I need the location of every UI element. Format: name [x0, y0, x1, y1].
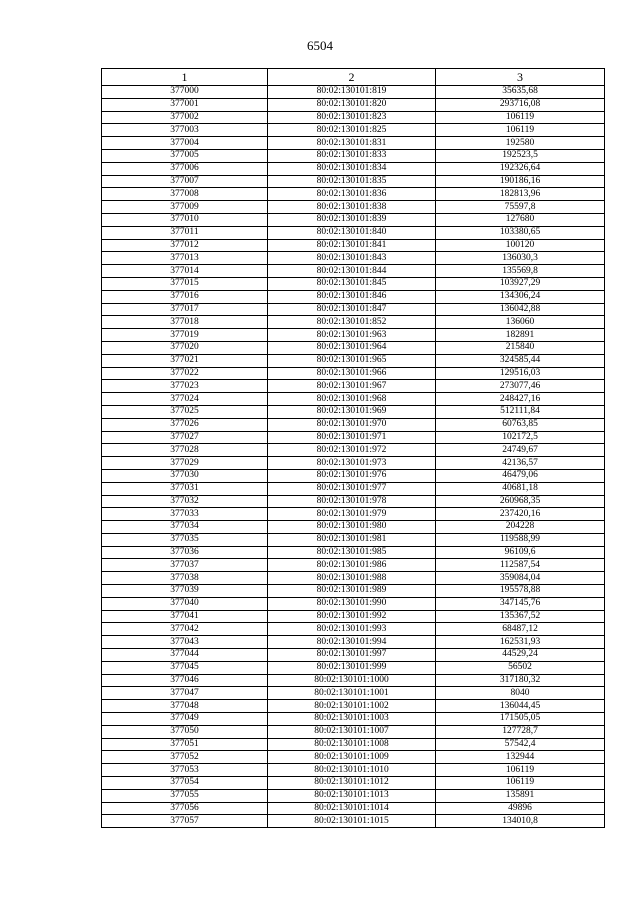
table-row [102, 316, 605, 329]
table-row [102, 137, 605, 150]
row-id-cell: 377040 [102, 597, 268, 610]
value-cell: 136044,45 [436, 700, 605, 713]
cadastral-number-cell: 80:02:130101:819 [268, 86, 436, 99]
cadastral-number-cell: 80:02:130101:1013 [268, 789, 436, 802]
cadastral-number-cell: 80:02:130101:970 [268, 418, 436, 431]
cadastral-number-cell: 80:02:130101:1003 [268, 713, 436, 726]
row-id-cell: 377026 [102, 418, 268, 431]
cadastral-number-cell: 80:02:130101:834 [268, 162, 436, 175]
value-cell: 237420,16 [436, 508, 605, 521]
value-cell: 134306,24 [436, 290, 605, 303]
cadastral-number-cell: 80:02:130101:836 [268, 188, 436, 201]
table-row [102, 597, 605, 610]
row-id-cell: 377035 [102, 533, 268, 546]
value-cell: 192580 [436, 137, 605, 150]
value-cell: 135891 [436, 789, 605, 802]
value-cell: 317180,32 [436, 674, 605, 687]
value-cell: 136042,88 [436, 303, 605, 316]
table-row [102, 725, 605, 738]
table-row [102, 86, 605, 99]
value-cell: 190186,16 [436, 175, 605, 188]
table-row [102, 188, 605, 201]
cadastral-number-cell: 80:02:130101:978 [268, 495, 436, 508]
value-cell: 56502 [436, 661, 605, 674]
row-id-cell: 377013 [102, 252, 268, 265]
cadastral-number-cell: 80:02:130101:969 [268, 405, 436, 418]
value-cell: 132944 [436, 751, 605, 764]
table-row [102, 469, 605, 482]
row-id-cell: 377045 [102, 661, 268, 674]
cadastral-number-cell: 80:02:130101:989 [268, 585, 436, 598]
cadastral-number-cell: 80:02:130101:973 [268, 457, 436, 470]
cadastral-number-cell: 80:02:130101:980 [268, 521, 436, 534]
row-id-cell: 377020 [102, 341, 268, 354]
cadastral-number-cell: 80:02:130101:966 [268, 367, 436, 380]
value-cell: 103380,65 [436, 226, 605, 239]
table-body [102, 86, 605, 828]
table-row [102, 815, 605, 828]
row-id-cell: 377019 [102, 329, 268, 342]
cadastral-number-cell: 80:02:130101:1015 [268, 815, 436, 828]
value-cell: 359084,04 [436, 572, 605, 585]
value-cell: 46479,06 [436, 469, 605, 482]
row-id-cell: 377054 [102, 777, 268, 790]
row-id-cell: 377042 [102, 623, 268, 636]
table-row [102, 418, 605, 431]
value-cell: 134010,8 [436, 815, 605, 828]
table-row [102, 572, 605, 585]
cadastral-number-cell: 80:02:130101:999 [268, 661, 436, 674]
row-id-cell: 377010 [102, 213, 268, 226]
table-row [102, 380, 605, 393]
cadastral-number-cell: 80:02:130101:838 [268, 201, 436, 214]
row-id-cell: 377018 [102, 316, 268, 329]
cadastral-number-cell: 80:02:130101:1009 [268, 751, 436, 764]
value-cell: 106119 [436, 124, 605, 137]
value-cell: 248427,16 [436, 393, 605, 406]
row-id-cell: 377047 [102, 687, 268, 700]
cadastral-number-cell: 80:02:130101:847 [268, 303, 436, 316]
value-cell: 171505,05 [436, 713, 605, 726]
table-row [102, 482, 605, 495]
value-cell: 106119 [436, 764, 605, 777]
cadastral-number-cell: 80:02:130101:840 [268, 226, 436, 239]
row-id-cell: 377027 [102, 431, 268, 444]
table-row [102, 661, 605, 674]
cadastral-number-cell: 80:02:130101:981 [268, 533, 436, 546]
value-cell: 106119 [436, 111, 605, 124]
value-cell: 129516,03 [436, 367, 605, 380]
row-id-cell: 377033 [102, 508, 268, 521]
table-row [102, 201, 605, 214]
row-id-cell: 377012 [102, 239, 268, 252]
table-row [102, 700, 605, 713]
row-id-cell: 377015 [102, 277, 268, 290]
row-id-cell: 377016 [102, 290, 268, 303]
cadastral-number-cell: 80:02:130101:993 [268, 623, 436, 636]
table-row [102, 457, 605, 470]
table-row [102, 162, 605, 175]
table-row [102, 277, 605, 290]
column-header: 3 [436, 69, 605, 86]
row-id-cell: 377025 [102, 405, 268, 418]
value-cell: 135367,52 [436, 610, 605, 623]
cadastral-number-cell: 80:02:130101:825 [268, 124, 436, 137]
table-row [102, 329, 605, 342]
row-id-cell: 377008 [102, 188, 268, 201]
cadastral-number-cell: 80:02:130101:988 [268, 572, 436, 585]
value-cell: 35635,68 [436, 86, 605, 99]
row-id-cell: 377044 [102, 649, 268, 662]
cadastral-number-cell: 80:02:130101:986 [268, 559, 436, 572]
cadastral-number-cell: 80:02:130101:841 [268, 239, 436, 252]
column-header: 2 [268, 69, 436, 86]
table-row [102, 713, 605, 726]
table-row [102, 265, 605, 278]
value-cell: 182891 [436, 329, 605, 342]
cadastral-number-cell: 80:02:130101:1002 [268, 700, 436, 713]
value-cell: 136060 [436, 316, 605, 329]
table-row [102, 559, 605, 572]
value-cell: 195578,88 [436, 585, 605, 598]
table-row [102, 585, 605, 598]
row-id-cell: 377034 [102, 521, 268, 534]
table-row [102, 213, 605, 226]
cadastral-number-cell: 80:02:130101:1014 [268, 802, 436, 815]
table-row [102, 252, 605, 265]
cadastral-number-cell: 80:02:130101:994 [268, 636, 436, 649]
row-id-cell: 377004 [102, 137, 268, 150]
value-cell: 293716,08 [436, 98, 605, 111]
cadastral-number-cell: 80:02:130101:1007 [268, 725, 436, 738]
table-row [102, 226, 605, 239]
row-id-cell: 377002 [102, 111, 268, 124]
cadastral-number-cell: 80:02:130101:965 [268, 354, 436, 367]
table-row [102, 405, 605, 418]
cadastral-number-cell: 80:02:130101:1000 [268, 674, 436, 687]
table-row [102, 777, 605, 790]
cadastral-number-cell: 80:02:130101:846 [268, 290, 436, 303]
row-id-cell: 377048 [102, 700, 268, 713]
row-id-cell: 377041 [102, 610, 268, 623]
cadastral-number-cell: 80:02:130101:977 [268, 482, 436, 495]
data-table [101, 68, 605, 828]
cadastral-number-cell: 80:02:130101:992 [268, 610, 436, 623]
value-cell: 57542,4 [436, 738, 605, 751]
cadastral-number-cell: 80:02:130101:839 [268, 213, 436, 226]
cadastral-number-cell: 80:02:130101:963 [268, 329, 436, 342]
cadastral-number-cell: 80:02:130101:1008 [268, 738, 436, 751]
table-row [102, 674, 605, 687]
cadastral-number-cell: 80:02:130101:823 [268, 111, 436, 124]
table-row [102, 687, 605, 700]
cadastral-number-cell: 80:02:130101:1012 [268, 777, 436, 790]
row-id-cell: 377053 [102, 764, 268, 777]
cadastral-number-cell: 80:02:130101:967 [268, 380, 436, 393]
value-cell: 100120 [436, 239, 605, 252]
table-row [102, 623, 605, 636]
row-id-cell: 377000 [102, 86, 268, 99]
value-cell: 42136,57 [436, 457, 605, 470]
row-id-cell: 377046 [102, 674, 268, 687]
table-row [102, 367, 605, 380]
value-cell: 127680 [436, 213, 605, 226]
row-id-cell: 377029 [102, 457, 268, 470]
table-row [102, 508, 605, 521]
table-row [102, 98, 605, 111]
value-cell: 96109,6 [436, 546, 605, 559]
cadastral-number-cell: 80:02:130101:843 [268, 252, 436, 265]
row-id-cell: 377031 [102, 482, 268, 495]
row-id-cell: 377039 [102, 585, 268, 598]
row-id-cell: 377014 [102, 265, 268, 278]
table-row [102, 341, 605, 354]
value-cell: 324585,44 [436, 354, 605, 367]
table-row [102, 124, 605, 137]
value-cell: 60763,85 [436, 418, 605, 431]
row-id-cell: 377049 [102, 713, 268, 726]
table-row [102, 738, 605, 751]
row-id-cell: 377006 [102, 162, 268, 175]
row-id-cell: 377023 [102, 380, 268, 393]
table-row [102, 789, 605, 802]
cadastral-number-cell: 80:02:130101:845 [268, 277, 436, 290]
table-row [102, 290, 605, 303]
cadastral-number-cell: 80:02:130101:968 [268, 393, 436, 406]
row-id-cell: 377028 [102, 444, 268, 457]
value-cell: 112587,54 [436, 559, 605, 572]
value-cell: 68487,12 [436, 623, 605, 636]
cadastral-number-cell: 80:02:130101:844 [268, 265, 436, 278]
table-row [102, 495, 605, 508]
value-cell: 49896 [436, 802, 605, 815]
row-id-cell: 377056 [102, 802, 268, 815]
table-row [102, 444, 605, 457]
row-id-cell: 377050 [102, 725, 268, 738]
value-cell: 102172,5 [436, 431, 605, 444]
row-id-cell: 377052 [102, 751, 268, 764]
value-cell: 162531,93 [436, 636, 605, 649]
table-row [102, 649, 605, 662]
table-row [102, 393, 605, 406]
table-row [102, 175, 605, 188]
table-row [102, 751, 605, 764]
table-row [102, 111, 605, 124]
row-id-cell: 377007 [102, 175, 268, 188]
cadastral-number-cell: 80:02:130101:976 [268, 469, 436, 482]
table-row [102, 764, 605, 777]
table-row [102, 610, 605, 623]
table-row [102, 533, 605, 546]
table-row [102, 149, 605, 162]
table-row [102, 636, 605, 649]
row-id-cell: 377057 [102, 815, 268, 828]
row-id-cell: 377001 [102, 98, 268, 111]
row-id-cell: 377030 [102, 469, 268, 482]
cadastral-number-cell: 80:02:130101:833 [268, 149, 436, 162]
row-id-cell: 377032 [102, 495, 268, 508]
value-cell: 273077,46 [436, 380, 605, 393]
value-cell: 204228 [436, 521, 605, 534]
row-id-cell: 377036 [102, 546, 268, 559]
row-id-cell: 377043 [102, 636, 268, 649]
table-row [102, 521, 605, 534]
column-header: 1 [102, 69, 268, 86]
table-row [102, 802, 605, 815]
value-cell: 44529,24 [436, 649, 605, 662]
value-cell: 215840 [436, 341, 605, 354]
table-row [102, 431, 605, 444]
page-number: 6504 [307, 38, 333, 53]
row-id-cell: 377017 [102, 303, 268, 316]
row-id-cell: 377055 [102, 789, 268, 802]
table-row [102, 546, 605, 559]
cadastral-number-cell: 80:02:130101:820 [268, 98, 436, 111]
row-id-cell: 377037 [102, 559, 268, 572]
cadastral-number-cell: 80:02:130101:964 [268, 341, 436, 354]
value-cell: 24749,67 [436, 444, 605, 457]
value-cell: 192326,64 [436, 162, 605, 175]
cadastral-number-cell: 80:02:130101:831 [268, 137, 436, 150]
value-cell: 103927,29 [436, 277, 605, 290]
row-id-cell: 377022 [102, 367, 268, 380]
value-cell: 40681,18 [436, 482, 605, 495]
row-id-cell: 377021 [102, 354, 268, 367]
cadastral-number-cell: 80:02:130101:985 [268, 546, 436, 559]
value-cell: 135569,8 [436, 265, 605, 278]
value-cell: 75597,8 [436, 201, 605, 214]
value-cell: 260968,35 [436, 495, 605, 508]
value-cell: 182813,96 [436, 188, 605, 201]
value-cell: 136030,3 [436, 252, 605, 265]
table-row [102, 239, 605, 252]
cadastral-number-cell: 80:02:130101:990 [268, 597, 436, 610]
cadastral-number-cell: 80:02:130101:971 [268, 431, 436, 444]
row-id-cell: 377005 [102, 149, 268, 162]
table-row [102, 354, 605, 367]
row-id-cell: 377003 [102, 124, 268, 137]
row-id-cell: 377011 [102, 226, 268, 239]
value-cell: 106119 [436, 777, 605, 790]
cadastral-number-cell: 80:02:130101:972 [268, 444, 436, 457]
cadastral-number-cell: 80:02:130101:1001 [268, 687, 436, 700]
value-cell: 192523,5 [436, 149, 605, 162]
row-id-cell: 377038 [102, 572, 268, 585]
value-cell: 8040 [436, 687, 605, 700]
cadastral-number-cell: 80:02:130101:1010 [268, 764, 436, 777]
cadastral-number-cell: 80:02:130101:852 [268, 316, 436, 329]
table-header-row [102, 69, 605, 86]
value-cell: 347145,76 [436, 597, 605, 610]
row-id-cell: 377009 [102, 201, 268, 214]
row-id-cell: 377024 [102, 393, 268, 406]
value-cell: 512111,84 [436, 405, 605, 418]
value-cell: 127728,7 [436, 725, 605, 738]
row-id-cell: 377051 [102, 738, 268, 751]
table-row [102, 303, 605, 316]
cadastral-number-cell: 80:02:130101:997 [268, 649, 436, 662]
cadastral-number-cell: 80:02:130101:979 [268, 508, 436, 521]
cadastral-number-cell: 80:02:130101:835 [268, 175, 436, 188]
value-cell: 119588,99 [436, 533, 605, 546]
